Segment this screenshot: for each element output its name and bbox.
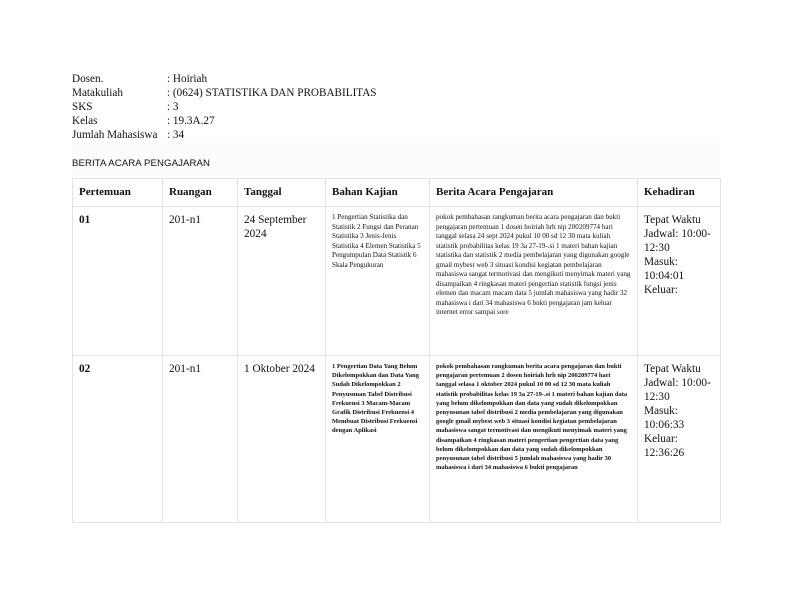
info-row-jumlah: [72, 128, 377, 142]
attendance-status: Tepat Waktu: [644, 363, 701, 375]
course-info: [72, 72, 377, 142]
info-row-dosen: [72, 72, 377, 86]
column-header-ruangan: Ruangan: [163, 179, 238, 207]
cell-kehadiran: [638, 356, 721, 523]
column-header-kehadiran: Kehadiran: [638, 179, 721, 207]
column-header-berita-acara: Berita Acara Pengajaran: [430, 179, 638, 207]
attendance-in: Masuk: 10:04:01: [644, 256, 685, 282]
info-label: Kelas: [72, 115, 98, 127]
info-value: : 3: [167, 101, 179, 113]
info-label: SKS: [72, 101, 93, 113]
cell-pertemuan: 02: [73, 356, 163, 523]
cell-bahan-kajian: 1 Pengertian Statistika dan Statistik 2 Fungsi dan Peranan Statistika 3 Jenis-Jenis Statistika 4 Elemen Statistika 5 Pengumpulan Data Statistik 6 Skala Pengukuran: [326, 207, 430, 356]
table-header-row: [73, 179, 721, 207]
column-header-bahan-kajian: Bahan Kajian: [326, 179, 430, 207]
info-value: : 34: [167, 129, 185, 141]
info-value: : 19.3A.27: [167, 115, 215, 127]
attendance-out: Keluar:: [644, 284, 678, 296]
info-row-matakuliah: [72, 86, 377, 100]
column-header-pertemuan: Pertemuan: [73, 179, 163, 207]
cell-pertemuan: 01: [73, 207, 163, 356]
cell-berita-acara: pokok pembahasan rangkuman berita acara pengajaran dan bukti pengajaran pertemuan 1 dosen hoiriah hrh nip 200209774 hari tanggal selasa 24 sept 2024 pukul 10 00 sd 12 30 mata kuliah statistik probabilitas kelas 19 3a 27-19-.si 1 materi bahan kajian statistika dan statistik 2 media pembelajaran yang digunakan google gmail mybest web 3 situasi kondisi kegiatan pembelajaran mahasiswa sangat termotivasi dan mengikuti menyimak materi yang disampaikan 4 ringkasan materi pengertian statistik fungsi jenis elemen dan macam macam data 5 jumlah mahasiswa yang hadir 32 mahasiswa i dari 34 mahasiswa 6 bukti pengajaran jam keluar internet error sampai sore: [430, 207, 638, 356]
attendance-in: Masuk: 10:06:33: [644, 405, 685, 431]
table-row: [73, 207, 721, 356]
cell-kehadiran: [638, 207, 721, 356]
section-title: BERITA ACARA PENGAJARAN: [72, 158, 211, 169]
column-header-tanggal: Tanggal: [238, 179, 326, 207]
table-row: [73, 356, 721, 523]
info-value: : Hoiriah: [167, 73, 208, 85]
info-row-kelas: [72, 114, 377, 128]
cell-ruangan: 201-n1: [163, 207, 238, 356]
attendance-status: Tepat Waktu: [644, 214, 701, 226]
cell-berita-acara: pokok pembahasan rangkuman berita acara pengajaran dan bukti pengajaran pertemuan 2 dosen hoiriah hrh nip 200209774 hari tanggal selasa 1 oktober 2024 pukul 10 00 sd 12 30 mata kuliah statistik probabilitas kelas 19 3a 27-19-.si 1 materi bahan kajian data yang belum dikelompokkan dan data yang sudah dikelompokkan penyusunan tabel distribusi 2 media pembelajaran yang digunakan google gmail mybest web 3 situasi kondisi kegiatan pembelajaran mahasiswa sangat termotivasi dan mengikuti menyimak materi yang disampaikan 4 ringkasan materi pengertian pengertian data yang belum dikelompokkan dan data yang sudah dikelompokkan penyusunan tabel distribusi 5 jumlah mahasiswa yang hadir 30 mahasiswa i dari 34 mahasiswa 6 bukti pengajaran: [430, 356, 638, 523]
attendance-schedule: Jadwal: 10:00-12:30: [644, 228, 711, 254]
info-label: Matakuliah: [72, 87, 123, 99]
cell-tanggal: 1 Oktober 2024: [238, 356, 326, 523]
cell-ruangan: 201-n1: [163, 356, 238, 523]
cell-tanggal: 24 September 2024: [238, 207, 326, 356]
teaching-log-table: [72, 178, 721, 523]
attendance-schedule: Jadwal: 10:00-12:30: [644, 377, 711, 403]
info-row-sks: [72, 100, 377, 114]
attendance-out: Keluar: 12:36:26: [644, 433, 685, 459]
info-value: : (0624) STATISTIKA DAN PROBABILITAS: [167, 87, 377, 99]
info-label: Dosen.: [72, 73, 104, 85]
info-label: Jumlah Mahasiswa: [72, 129, 158, 141]
cell-bahan-kajian: 1 Pengertian Data Yang Belum Dikelompokkan dan Data Yang Sudah Dikelompokkan 2 Penyusunan Tabel Distribusi Frekuensi 3 Macam-Macam Grafik Distribusi Frekuensi 4 Membuat Distribusi Frekuensi dengan Aplikasi: [326, 356, 430, 523]
